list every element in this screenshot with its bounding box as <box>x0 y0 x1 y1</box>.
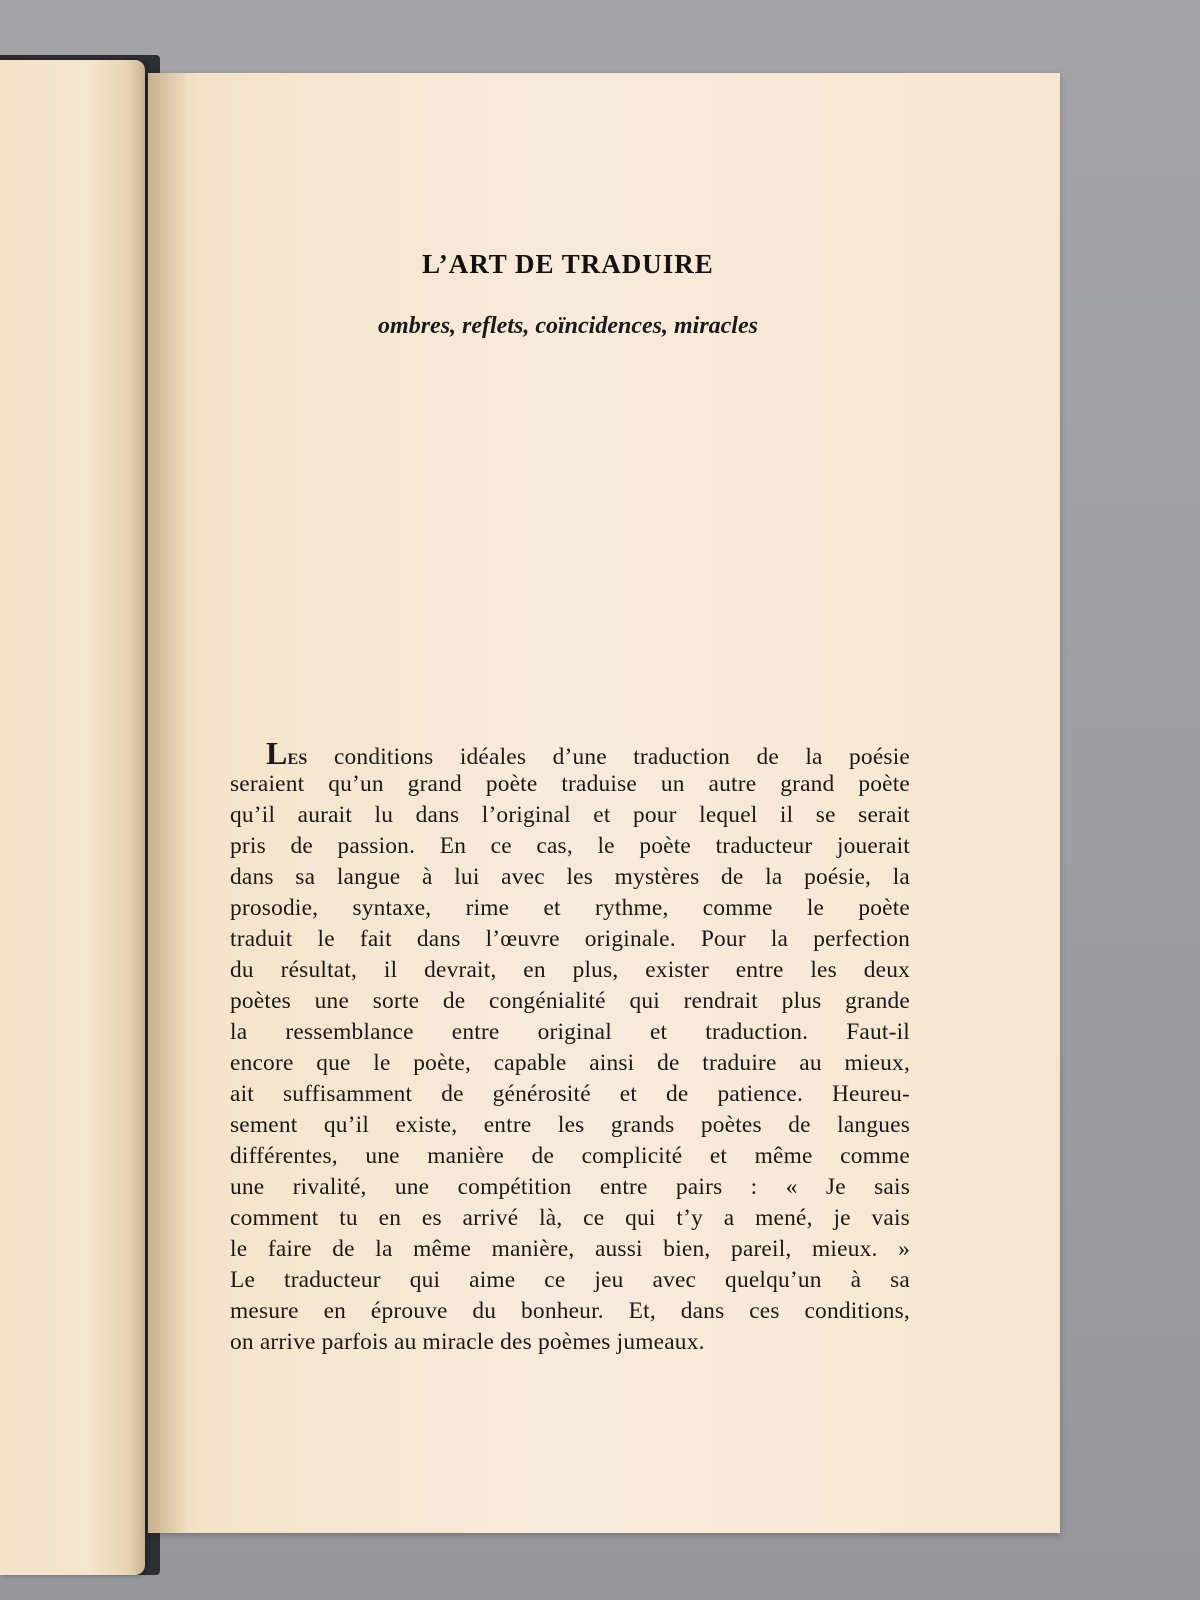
paragraph-line: pris de passion. En ce cas, le poète traducteur jouerait <box>230 833 910 859</box>
drop-cap: L <box>266 735 288 771</box>
drop-cap-rest: es <box>287 744 308 770</box>
paragraph-line: sement qu’il existe, entre les grands poètes de langues <box>230 1112 910 1138</box>
paragraph-line: la ressemblance entre original et traduction. Faut-il <box>230 1019 910 1045</box>
chapter-subtitle: ombres, reflets, coïncidences, miracles <box>378 313 758 339</box>
paragraph-line: comment tu en es arrivé là, ce qui t’y a mené, je vais <box>230 1205 910 1231</box>
gutter-shadow <box>148 73 188 1533</box>
paragraph-line: le faire de la même manière, aussi bien, pareil, mieux. » <box>230 1236 910 1262</box>
paragraph-line: du résultat, il devrait, en plus, exister entre les deux <box>230 957 910 983</box>
paragraph-line: une rivalité, une compétition entre pairs : « Je sais <box>230 1174 910 1200</box>
paragraph-line: traduit le fait dans l’œuvre originale. Pour la perfection <box>230 926 910 952</box>
paragraph-line: encore que le poète, capable ainsi de traduire au mieux, <box>230 1050 910 1076</box>
paragraph-line: mesure en éprouve du bonheur. Et, dans ces conditions, <box>230 1298 910 1324</box>
paragraph-line: Le traducteur qui aime ce jeu avec quelqu’un à sa <box>230 1267 910 1293</box>
paragraph-last-line: on arrive parfois au miracle des poèmes jumeaux. <box>230 1329 705 1355</box>
paragraph-line: seraient qu’un grand poète traduise un autre grand poète <box>230 771 910 797</box>
paragraph-line: dans sa langue à lui avec les mystères de la poésie, la <box>230 864 910 890</box>
body-paragraph <box>230 735 910 1358</box>
chapter-title: L’ART DE TRADUIRE <box>422 249 714 279</box>
first-line-text: conditions idéales d’une traduction de la poésie <box>333 744 910 770</box>
paragraph-line: différentes, une manière de complicité et même comme <box>230 1143 910 1169</box>
left-page <box>0 60 145 1575</box>
paragraph-line: ait suffisamment de générosité et de patience. Heureu- <box>230 1081 910 1107</box>
paragraph-line: poètes une sorte de congénialité qui rendrait plus grande <box>230 988 910 1014</box>
right-page <box>148 73 1060 1533</box>
paragraph-line: qu’il aurait lu dans l’original et pour lequel il se serait <box>230 802 910 828</box>
paragraph-line: prosodie, syntaxe, rime et rythme, comme le poète <box>230 895 910 921</box>
paragraph-first-line <box>230 735 910 771</box>
